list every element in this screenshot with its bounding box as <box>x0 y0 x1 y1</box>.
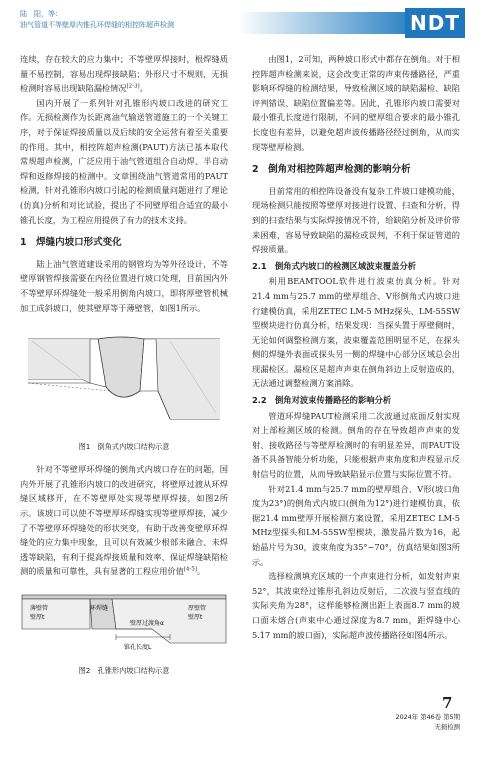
paragraph: 由图1，2可知，两种坡口形式中都存在倒角。对于相控阵超声检测来说，这会改变正常的声束传播路径，严重影响环焊缝的检测结果，导致检测区域的缺陷漏检、缺陷评判错误、缺陷位置偏差等。因此，孔锥形内坡口需要对最小锥孔长度进行限制，不同的壁厚组合要求的最小锥孔长度也有差异，以避免超声波传播路径经过倒角，从而实现等壁厚检测。 <box>252 54 460 152</box>
left-column <box>20 52 228 686</box>
paragraph: 连续，存在较大的应力集中；不等壁厚焊接时，根焊缝质量不易控制，容易出现焊接缺陷；外形尺寸不规则，无损检测时容易出现缺陷漏检情况[2-3]。 <box>20 54 228 94</box>
journal-logo: NDT <box>405 8 465 38</box>
subsection-heading: 2.1 倒角式内坡口的检测区域波束覆盖分析 <box>252 260 417 271</box>
citation: [4-5] <box>183 566 197 573</box>
paragraph: 管道环焊缝PAUT检测采用二次波通过底面反射实现对上部检测区域的检测。倒角的存在导致超声声束的发射、接收路径与等壁厚检测时的有明显差异，而PAUT设备不具备智能分析功能，只能根据声束角度和声程显示反射信号的位置，从而导致缺陷显示位置与实际位置不符。 <box>252 410 460 480</box>
label-transition-angle: 壁厚过渡角α <box>130 620 164 628</box>
page-footer <box>330 712 460 732</box>
footer-journal: 无损检测 <box>434 723 460 731</box>
page-header <box>0 0 480 38</box>
paragraph: 选择检测填充区域的一个声束进行分析，如发射声束52°，其波束经过锥形孔斜边反射后，二次波与竖直线的实际夹角为28°，这样能够检测出距上表面8.7 mm的坡口面未熔合(声束中心通过深度为8.7 mm，距焊缝中心5.17 mm的坡口面)，实际超声波传播路径如图4所示。 <box>252 571 460 640</box>
subsection-heading: 2.2 倒角对波束传播路径的影响分析 <box>252 395 392 406</box>
paragraph: 陆上油气管道建设采用的钢管均为等外径设计，不等壁厚钢管焊接需要在内径位置进行坡口处理，目前国内外不等壁厚环焊缝处一般采用倒角内坡口，即将厚壁管机械加工成斜坡口，使其壁厚等于薄壁管，如图1所示。 <box>20 258 228 313</box>
figure-2-caption: 图2 孔锥形内坡口结构示意 <box>78 665 170 675</box>
paragraph: 目前常用的相控阵设备没有复杂工件坡口建模功能，现场检测只能按照等壁厚对接进行设置、扫查和分析，得到的扫查结果与实际焊接情况不符，给缺陷分析及评价带来困难，容易导致缺陷的漏检或误判，不利于保证管道的焊接质量。 <box>252 185 460 255</box>
label-weld: 环焊缝 <box>90 605 109 613</box>
figure-2-drawing <box>20 585 228 657</box>
right-column <box>252 52 460 642</box>
citation: [2-3] <box>126 83 140 90</box>
header-color-band <box>238 12 408 34</box>
paragraph: 国内开展了一系列针对孔锥形内坡口改进的研究工作。无损检测作为长距离油气输送管道施工的一个关键工序，对于保证焊接质量以及后续的安全运营有着至关重要的作用。其中，相控阵超声检测(PAUT)方法已基本取代常规超声检测，广泛应用于油气管道组合自动焊、半自动焊和返修焊接的检测中。文章围绕油气管道常用的PAUT检测，针对孔锥形内坡口引起的检测质量问题进行了理论(仿真)分析和对比试验，提出了不同壁厚组合适宜的最小锥孔长度，为工程应用提供了有力的技术支持。 <box>20 97 228 225</box>
footer-issue: 2024年 第46卷 第5期 <box>395 713 460 721</box>
header-running-title: 油气管道不等壁厚内锥孔环焊缝的相控阵超声检测 <box>20 21 174 29</box>
section-heading: 1 焊缝内坡口形式变化 <box>20 237 122 249</box>
figure-1-caption: 图1 倒角式内坡口结构示意 <box>78 441 170 451</box>
label-thin-pipe: 薄壁管 <box>30 605 49 613</box>
paragraph: 针对21.4 mm与25.7 mm的壁厚组合、V形(坡口角度为23°)的倒角式内坡口(倒角为12°)进行建模仿真，依据21.4 mm壁厚开展检测方案设置，采用ZETEC LM-5 MHz型探头和LM-55SW型楔块，激发晶片数为16，起始晶片号为30，波束角度为35°~70°，仿真结果如图3所示。 <box>252 483 460 567</box>
figure-1-drawing <box>20 321 228 433</box>
label-thick-wall: 壁厚t <box>188 614 203 622</box>
page-number: 7 <box>442 694 453 712</box>
label-cone-length: 锥孔长度L <box>124 644 152 652</box>
header-authors: 陆 阳，等： <box>20 10 62 18</box>
paragraph: 针对不等壁厚环焊缝的倒角式内坡口存在的问题，国内外开展了孔锥形内坡口的改进研究，将壁厚过渡从环焊缝区域移开，在不等壁厚处实现等壁厚焊接，如图2所示。该坡口可以使不等壁厚环焊缝实现等壁厚焊接，减少了不等壁厚环焊缝处的形状突变，有助于改善变壁厚环焊缝处的应力集中现象，且可以有效减少根部未融合、未焊透等缺陷，有利于提高焊接质量和效率、保证焊缝缺陷检测的质量和可靠性，具有显著的工程应用价值[4-5]。 <box>20 464 228 577</box>
running-header <box>20 9 174 31</box>
paragraph: 利用BEAMTOOL软件进行波束仿真分析。针对21.4 mm与25.7 mm的壁厚组合、V形倒角式内坡口进行建模仿真，采用ZETEC LM-5 MHz探头、LM-55SW型楔块进行仿真分析，结果发现：当探头置于厚壁侧时，无论如何调整检测方案，波束覆盖范围明显不足，在探头侧的焊缝外表面或探头另一侧的焊缝中心部分区域总会出现漏检区。漏检区是超声声束在倒角斜边上反射造成的，无法通过调整检测方案消除。 <box>252 276 460 389</box>
figure-2 <box>20 585 228 662</box>
figure-1 <box>20 321 228 438</box>
label-thin-wall: 壁厚t <box>30 614 45 622</box>
label-thick-pipe: 厚壁管 <box>188 605 207 613</box>
section-heading: 2 倒角对相控阵超声检测的影响分析 <box>252 164 411 176</box>
